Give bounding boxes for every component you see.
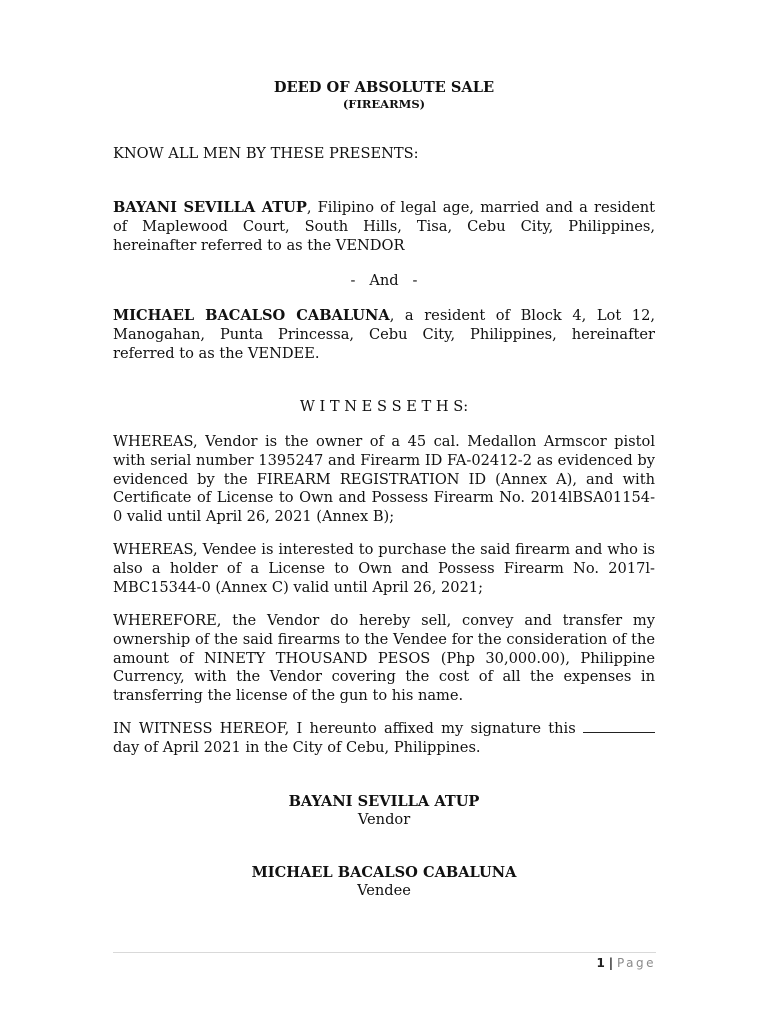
vendee-signature-name: MICHAEL BACALSO CABALUNA xyxy=(251,864,517,881)
paragraph-whereas-owner: WHEREAS, Vendor is the owner of a 45 cal. Medallon Armscor pistol with serial number 1395247 and Firearm ID FA-02412-2 as evidenced by evidenced by the FIREARM REGISTRATION ID (Annex A), and with Certificate of License to Own and Possess Firearm No. 2014lBSA01154-0 valid until April 26, 2021 (Annex B); xyxy=(113,433,655,526)
vendor-party-text: , Filipino of legal age, married and a resident of Maplewood Court, South Hills, Tisa, Cebu City, Philippines, hereinafter referred to as the VENDOR xyxy=(113,199,655,254)
page-footer xyxy=(597,956,656,970)
witness-clause-end: day of April 2021 in the City of Cebu, Philippines. xyxy=(113,738,481,756)
and-separator xyxy=(0,272,768,289)
page-number: 1 xyxy=(596,956,605,970)
vendee-name: MICHAEL BACALSO CABALUNA xyxy=(113,307,390,324)
paragraph-wherefore: WHEREFORE, the Vendor do hereby sell, convey and transfer my ownership of the said firearms to the Vendee for the consideration of the amount of NINETY THOUSAND PESOS (Php 30,000.00), Philippine Currency, with the Vendor covering the cost of all the expenses in transferring the license of the gun to his name. xyxy=(113,612,655,705)
witnesseth-heading: W I T N E S S E T H S: xyxy=(299,398,469,415)
paragraph-whereas-vendee: WHEREAS, Vendee is interested to purchase the said firearm and who is also a holder of a License to Own and Possess Firearm No. 2017l-MBC15344-0 (Annex C) valid until April 26, 2021; xyxy=(113,541,655,596)
document-title: DEED OF ABSOLUTE SALE xyxy=(273,79,495,96)
vendor-signature-role: Vendor xyxy=(357,811,411,828)
witness-clause-start: IN WITNESS HEREOF, I hereunto affixed my signature this xyxy=(113,720,576,737)
vendor-name: BAYANI SEVILLA ATUP xyxy=(113,199,307,216)
and-separator-text: - And - xyxy=(350,272,418,289)
page-label: Page xyxy=(616,956,656,970)
vendor-signature-name: BAYANI SEVILLA ATUP xyxy=(288,793,480,810)
vendee-party-text: , a resident of Block 4, Lot 12, Manogahan, Punta Princessa, Cebu City, Philippines, hereinafter referred to as the VENDEE. xyxy=(113,307,655,362)
vendor-party-paragraph xyxy=(113,199,655,255)
document-subtitle: (FIREARMS) xyxy=(342,97,426,111)
intro-line: KNOW ALL MEN BY THESE PRESENTS: xyxy=(113,145,419,162)
vendee-signature-role: Vendee xyxy=(357,882,411,899)
signature-day-blank xyxy=(583,720,655,733)
footer-divider xyxy=(113,952,656,953)
witness-clause xyxy=(113,720,655,758)
vendee-party-paragraph xyxy=(113,307,655,363)
page-separator: | xyxy=(608,956,614,970)
